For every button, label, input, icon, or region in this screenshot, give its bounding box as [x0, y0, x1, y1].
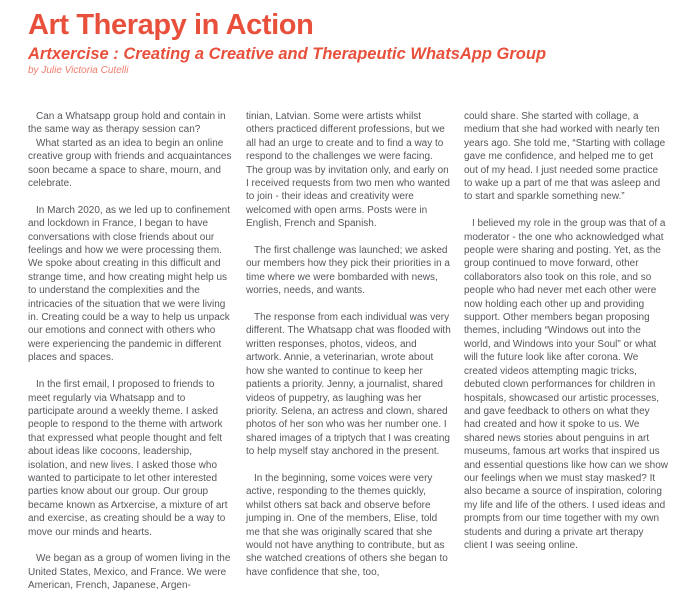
paragraph-continuation: tinian, Latvian. Some were artists whilst others practiced different professions, but we all had an urge to create and to find a way to respond to the challenges we were facing. The group was by invitation only, and early on I received requests from two men who wanted to join - their ideas and creativity were welcomed with open arms. Posts were in English, French and Spanish.: [246, 111, 450, 230]
paragraph: What started as an idea to begin an online creative group with friends and acquaintances soon became a space to share, mourn, and celebrate.: [28, 137, 232, 190]
article-body: [28, 110, 669, 593]
text-column-1: [28, 110, 233, 593]
article-header: [28, 9, 669, 77]
paragraph: The first challenge was launched; we asked our members how they pick their priorities in a time where we were bombarded with news, worries, needs, and wants.: [246, 245, 450, 297]
article-subtitle: Artxercise : Creating a Creative and Therapeutic WhatsApp Group: [28, 45, 547, 63]
article-byline: by Julie Victoria Cutelli: [28, 65, 129, 76]
paragraph: Can a Whatsapp group hold and contain in the same way as therapy session can?: [28, 111, 226, 136]
text-column-3: [464, 110, 669, 593]
text-column-2: [246, 110, 451, 593]
article-title: Art Therapy in Action: [28, 9, 314, 41]
paragraph-continuation: could share. She started with collage, a medium that she had worked with nearly ten years ago. She told me, “Starting with collage gave me confidence, and helped me to get out of my head. I just needed some practice to wake up a part of me that was asleep and to start and sparkle something new.”: [464, 111, 666, 203]
paragraph: We began as a group of women living in the United States, Mexico, and France. We were American, French, Japanese, Argen-: [28, 553, 231, 592]
paragraph: The response from each individual was very different. The Whatsapp chat was flooded with written responses, photos, videos, and artwork. Annie, a veterinarian, wrote about how she wanted to continue to keep her patients a priority. Jenny, a journalist, shared videos of puppetry, as laughing was her priority. Selena, an actress and clown, shared photos of her son who was her number one. I shared images of a triptych that I was creating to help myself stay anchored in the present.: [246, 312, 451, 458]
paragraph: In the first email, I proposed to friends to meet regularly via Whatsapp and to participate around a weekly theme. I asked people to respond to the theme with artwork that expressed what people thought and felt about ideas like cocoons, leadership, isolation, and new lives. I asked those who wanted to participate to let other interested parties know about our group. Our group became known as Artxercise, a mixture of art and exercise, as creating should be a way to move our minds and hearts.: [28, 379, 228, 538]
paragraph: In March 2020, as we led up to confinement and lockdown in France, I began to have conversations with close friends about our feelings and how we were processing them. We spoke about creating in this difficult and strange time, and how creating might help us to understand the complexities and the intricacies of the situation that we were living in. Creating could be a way to help us unpack our emotions and connect with others who were experiencing the pandemic in different places and spaces.: [28, 204, 231, 364]
paragraph: I believed my role in the group was that of a moderator - the one who acknowledged what people were sharing and posting. Yet, as the group continued to move forward, other collaborators also took on this role, and so people who had never met each other were now holding each other up and providing support. Other members began proposing themes, including “Windows out into the world, and Windows into your Soul” or what will the future look like after corona. We created videos attempting magic tricks, debuted clown performances for children in hospitals, showcased our artistic processes, and gave feedback to others on what they had created and how it spoke to us. We shared news stories about penguins in art museums, famous art works that inspired us and essential questions like how can we show our feelings when we must stay masked? It also became a source of inspiration, coloring my life and life of the others. I used ideas and prompts from our time together with my own students and during a private art therapy client I was seeing online.: [464, 218, 669, 551]
paragraph: In the beginning, some voices were very active, responding to the themes quickly, whilst others sat back and observe before jumping in. One of the members, Elise, told me that she was originally scared that she would not have anything to contribute, but as she watched creations of others she began to have confidence that she, too,: [246, 472, 448, 578]
